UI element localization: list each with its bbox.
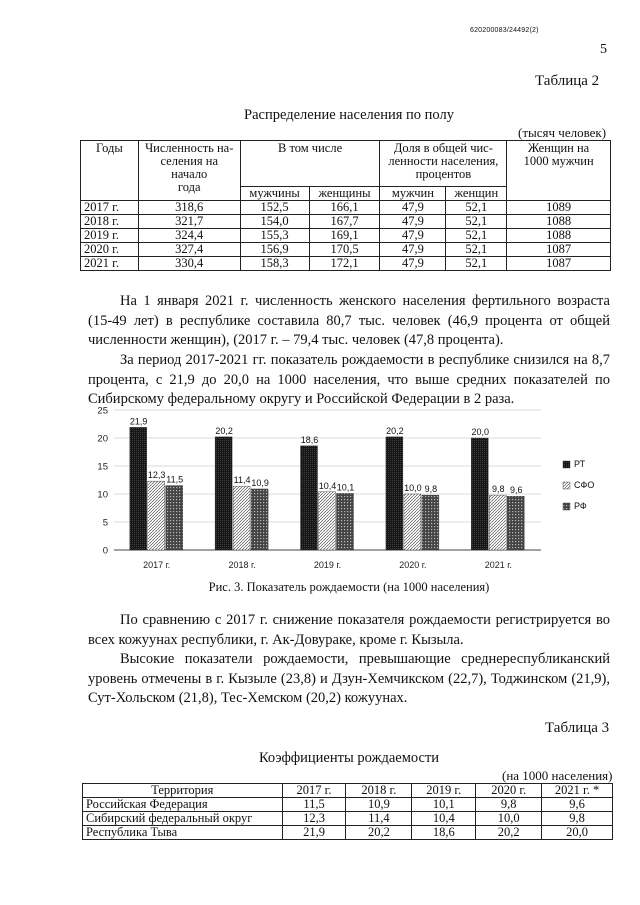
bar-value-label: 11,4 — [233, 475, 251, 486]
header-men: мужчины — [240, 187, 309, 201]
table-cell: 2020 г. — [81, 243, 139, 257]
bar-value-label: 20,2 — [215, 425, 233, 436]
bar-value-label: 20,2 — [386, 425, 404, 436]
bar-сфо — [148, 481, 165, 550]
territory-cell: Сибирский федеральный округ — [83, 812, 283, 826]
bar-рф — [507, 496, 524, 550]
value-cell: 9,8 — [542, 812, 613, 826]
y-tick-label: 0 — [102, 545, 108, 557]
header-population: Численность на- селения на начало года — [138, 141, 240, 201]
bar-value-label: 10,1 — [336, 482, 355, 493]
y-tick-label: 5 — [102, 517, 108, 529]
bar-value-label: 18,6 — [300, 434, 319, 445]
table-cell: 52,1 — [446, 257, 507, 271]
table-cell: 167,7 — [309, 215, 380, 229]
bar-рт — [301, 446, 318, 550]
bar-value-label: 9,8 — [424, 484, 438, 495]
value-cell: 10,4 — [412, 812, 476, 826]
birth-rate-chart — [86, 400, 616, 578]
value-cell: 12,3 — [282, 812, 346, 826]
paragraph-fertile-women: На 1 января 2021 г. численность женского населения фертильного возраста (15-49 лет) в республике составила 80,7 тыс. человек (46,9 процента от общей численности женщин), (2017 г. – 79,4 тыс. человек (47,8 процента). — [88, 293, 610, 348]
x-tick-label: 2019 г. — [313, 560, 342, 570]
value-cell: 10,9 — [346, 798, 412, 812]
value-cell: 10,1 — [412, 798, 476, 812]
table-cell: 52,1 — [446, 215, 507, 229]
bar-рф — [166, 486, 183, 550]
table-cell: 47,9 — [380, 215, 446, 229]
bar-value-label: 9,8 — [492, 484, 505, 495]
document-id: 620200083/24492(2) — [470, 27, 539, 34]
legend-label: СФО — [574, 480, 595, 490]
bar-рт — [471, 438, 488, 550]
table-cell: 166,1 — [309, 201, 380, 215]
paragraph-birth-rate-decline: За период 2017-2021 гг. показатель рождаемости в республике снизился на 8,7 процента, с 21,9 до 20,0 на 1000 населения, что выше средних показателей по Сибирскому федеральному округу и Российской Федерации в 2 раза. — [88, 352, 610, 407]
table-cell: 154,0 — [240, 215, 309, 229]
table-cell: 170,5 — [309, 243, 380, 257]
bar-сфо — [233, 486, 250, 550]
header-years: Годы — [81, 141, 139, 201]
bar-сфо — [404, 494, 421, 550]
header-including: В том числе — [240, 141, 380, 187]
table2-unit: (тысяч человек) — [518, 125, 607, 140]
bar-value-label: 21,9 — [129, 416, 148, 427]
legend-label: РТ — [574, 459, 586, 469]
paragraph-high-rates: Высокие показатели рождаемости, превышающие среднереспубликанский уровень отмечены в г. Кызыле (23,8) и Дзун-Хемчикском (22,7), Тоджинском (21,9), Сут-Хольском (21,8), Тес-Хемском (20,2) кожуунах. — [88, 651, 610, 706]
table-cell: 1089 — [507, 201, 611, 215]
table-row — [81, 243, 611, 257]
table-cell: 158,3 — [240, 257, 309, 271]
bar-value-label: 12,3 — [147, 470, 166, 481]
value-cell: 20,2 — [476, 826, 542, 840]
table-cell: 52,1 — [446, 243, 507, 257]
x-tick-label: 2020 г. — [399, 560, 427, 570]
chart-caption: Рис. 3. Показатель рождаемости (на 1000 населения) — [208, 580, 490, 594]
paragraph-comparison: По сравнению с 2017 г. снижение показателя рождаемости регистрируется во всех кожуунах республики, г. Ак-Довураке, кроме г. Кызыла. — [88, 612, 610, 648]
territory-cell: Республика Тыва — [83, 826, 283, 840]
bar-рф — [337, 493, 354, 550]
table-cell: 172,1 — [309, 257, 380, 271]
page-number: 5 — [600, 42, 607, 57]
value-cell: 11,5 — [282, 798, 346, 812]
table-cell: 47,9 — [380, 201, 446, 215]
header-women: женщины — [309, 187, 380, 201]
table-header-cell: 2019 г. — [412, 784, 476, 798]
table-cell: 330,4 — [138, 257, 240, 271]
value-cell: 20,0 — [542, 826, 613, 840]
territory-cell: Российская Федерация — [83, 798, 283, 812]
table2-label: Таблица 2 — [535, 73, 600, 89]
y-tick-label: 25 — [97, 405, 108, 417]
table2-title: Распределение населения по полу — [244, 107, 454, 123]
x-tick-label: 2017 г. — [143, 560, 171, 570]
bar-value-label: 10,0 — [404, 483, 422, 493]
table-cell: 1088 — [507, 215, 611, 229]
table-cell: 1088 — [507, 229, 611, 243]
value-cell: 9,8 — [476, 798, 542, 812]
table-row — [83, 812, 613, 826]
table-cell: 47,9 — [380, 229, 446, 243]
x-tick-label: 2018 г. — [228, 560, 256, 570]
table-row — [81, 257, 611, 271]
value-cell: 11,4 — [346, 812, 412, 826]
table-row — [81, 201, 611, 215]
table-header-cell: 2017 г. — [282, 784, 346, 798]
bar-value-label: 10,4 — [318, 480, 337, 491]
table-cell: 47,9 — [380, 257, 446, 271]
y-tick-label: 15 — [97, 461, 108, 473]
header-women-per-1000: Женщин на 1000 мужчин — [507, 141, 611, 201]
table-cell: 2018 г. — [81, 215, 139, 229]
bar-рф — [251, 489, 268, 550]
value-cell: 18,6 — [412, 826, 476, 840]
legend-swatch — [563, 461, 570, 468]
table-cell: 52,1 — [446, 201, 507, 215]
bar-рт — [215, 437, 232, 550]
value-cell: 10,0 — [476, 812, 542, 826]
table-cell: 169,1 — [309, 229, 380, 243]
legend-label: РФ — [574, 501, 587, 511]
y-tick-label: 20 — [97, 433, 108, 445]
table-cell: 47,9 — [380, 243, 446, 257]
table-cell: 318,6 — [138, 201, 240, 215]
bar-value-label: 11,5 — [166, 474, 184, 485]
table-cell: 52,1 — [446, 229, 507, 243]
header-share: Доля в общей чис- ленности населения, процентов — [380, 141, 507, 187]
table-cell: 1087 — [507, 257, 611, 271]
x-tick-label: 2021 г. — [484, 560, 512, 570]
table-row — [83, 798, 613, 812]
y-tick-label: 10 — [97, 489, 108, 501]
table-cell: 152,5 — [240, 201, 309, 215]
bar-сфо — [489, 495, 506, 550]
table-cell: 2019 г. — [81, 229, 139, 243]
bar-value-label: 10,9 — [251, 477, 269, 488]
table-cell: 324,4 — [138, 229, 240, 243]
table-header-cell: 2020 г. — [476, 784, 542, 798]
table-cell: 1087 — [507, 243, 611, 257]
bar-value-label: 9,6 — [510, 485, 523, 496]
bar-рт — [386, 437, 403, 550]
table-cell: 321,7 — [138, 215, 240, 229]
table3-label: Таблица 3 — [545, 720, 610, 736]
table-cell: 2017 г. — [81, 201, 139, 215]
table-header-row — [83, 784, 613, 798]
value-cell: 20,2 — [346, 826, 412, 840]
bar-рф — [422, 495, 439, 550]
bar-value-label: 20,0 — [471, 427, 490, 437]
table-header-cell: Территория — [83, 784, 283, 798]
table-header-cell: 2021 г. * — [542, 784, 613, 798]
bar-рт — [130, 427, 147, 550]
table3-unit: (на 1000 населения) — [502, 768, 613, 783]
table-cell: 327,4 — [138, 243, 240, 257]
table-row — [81, 229, 611, 243]
population-by-sex-table — [80, 140, 611, 271]
table-cell: 155,3 — [240, 229, 309, 243]
header-men-share: мужчин — [380, 187, 446, 201]
table-cell: 156,9 — [240, 243, 309, 257]
value-cell: 9,6 — [542, 798, 613, 812]
table-row — [83, 826, 613, 840]
table-header-cell: 2018 г. — [346, 784, 412, 798]
table-cell: 2021 г. — [81, 257, 139, 271]
legend-swatch — [563, 482, 570, 489]
birth-rate-coefficients-table — [82, 783, 613, 840]
value-cell: 21,9 — [282, 826, 346, 840]
table-row — [81, 215, 611, 229]
legend-swatch — [563, 503, 570, 510]
bar-сфо — [319, 492, 336, 550]
header-women-share: женщин — [446, 187, 507, 201]
table3-title: Коэффициенты рождаемости — [258, 750, 440, 766]
